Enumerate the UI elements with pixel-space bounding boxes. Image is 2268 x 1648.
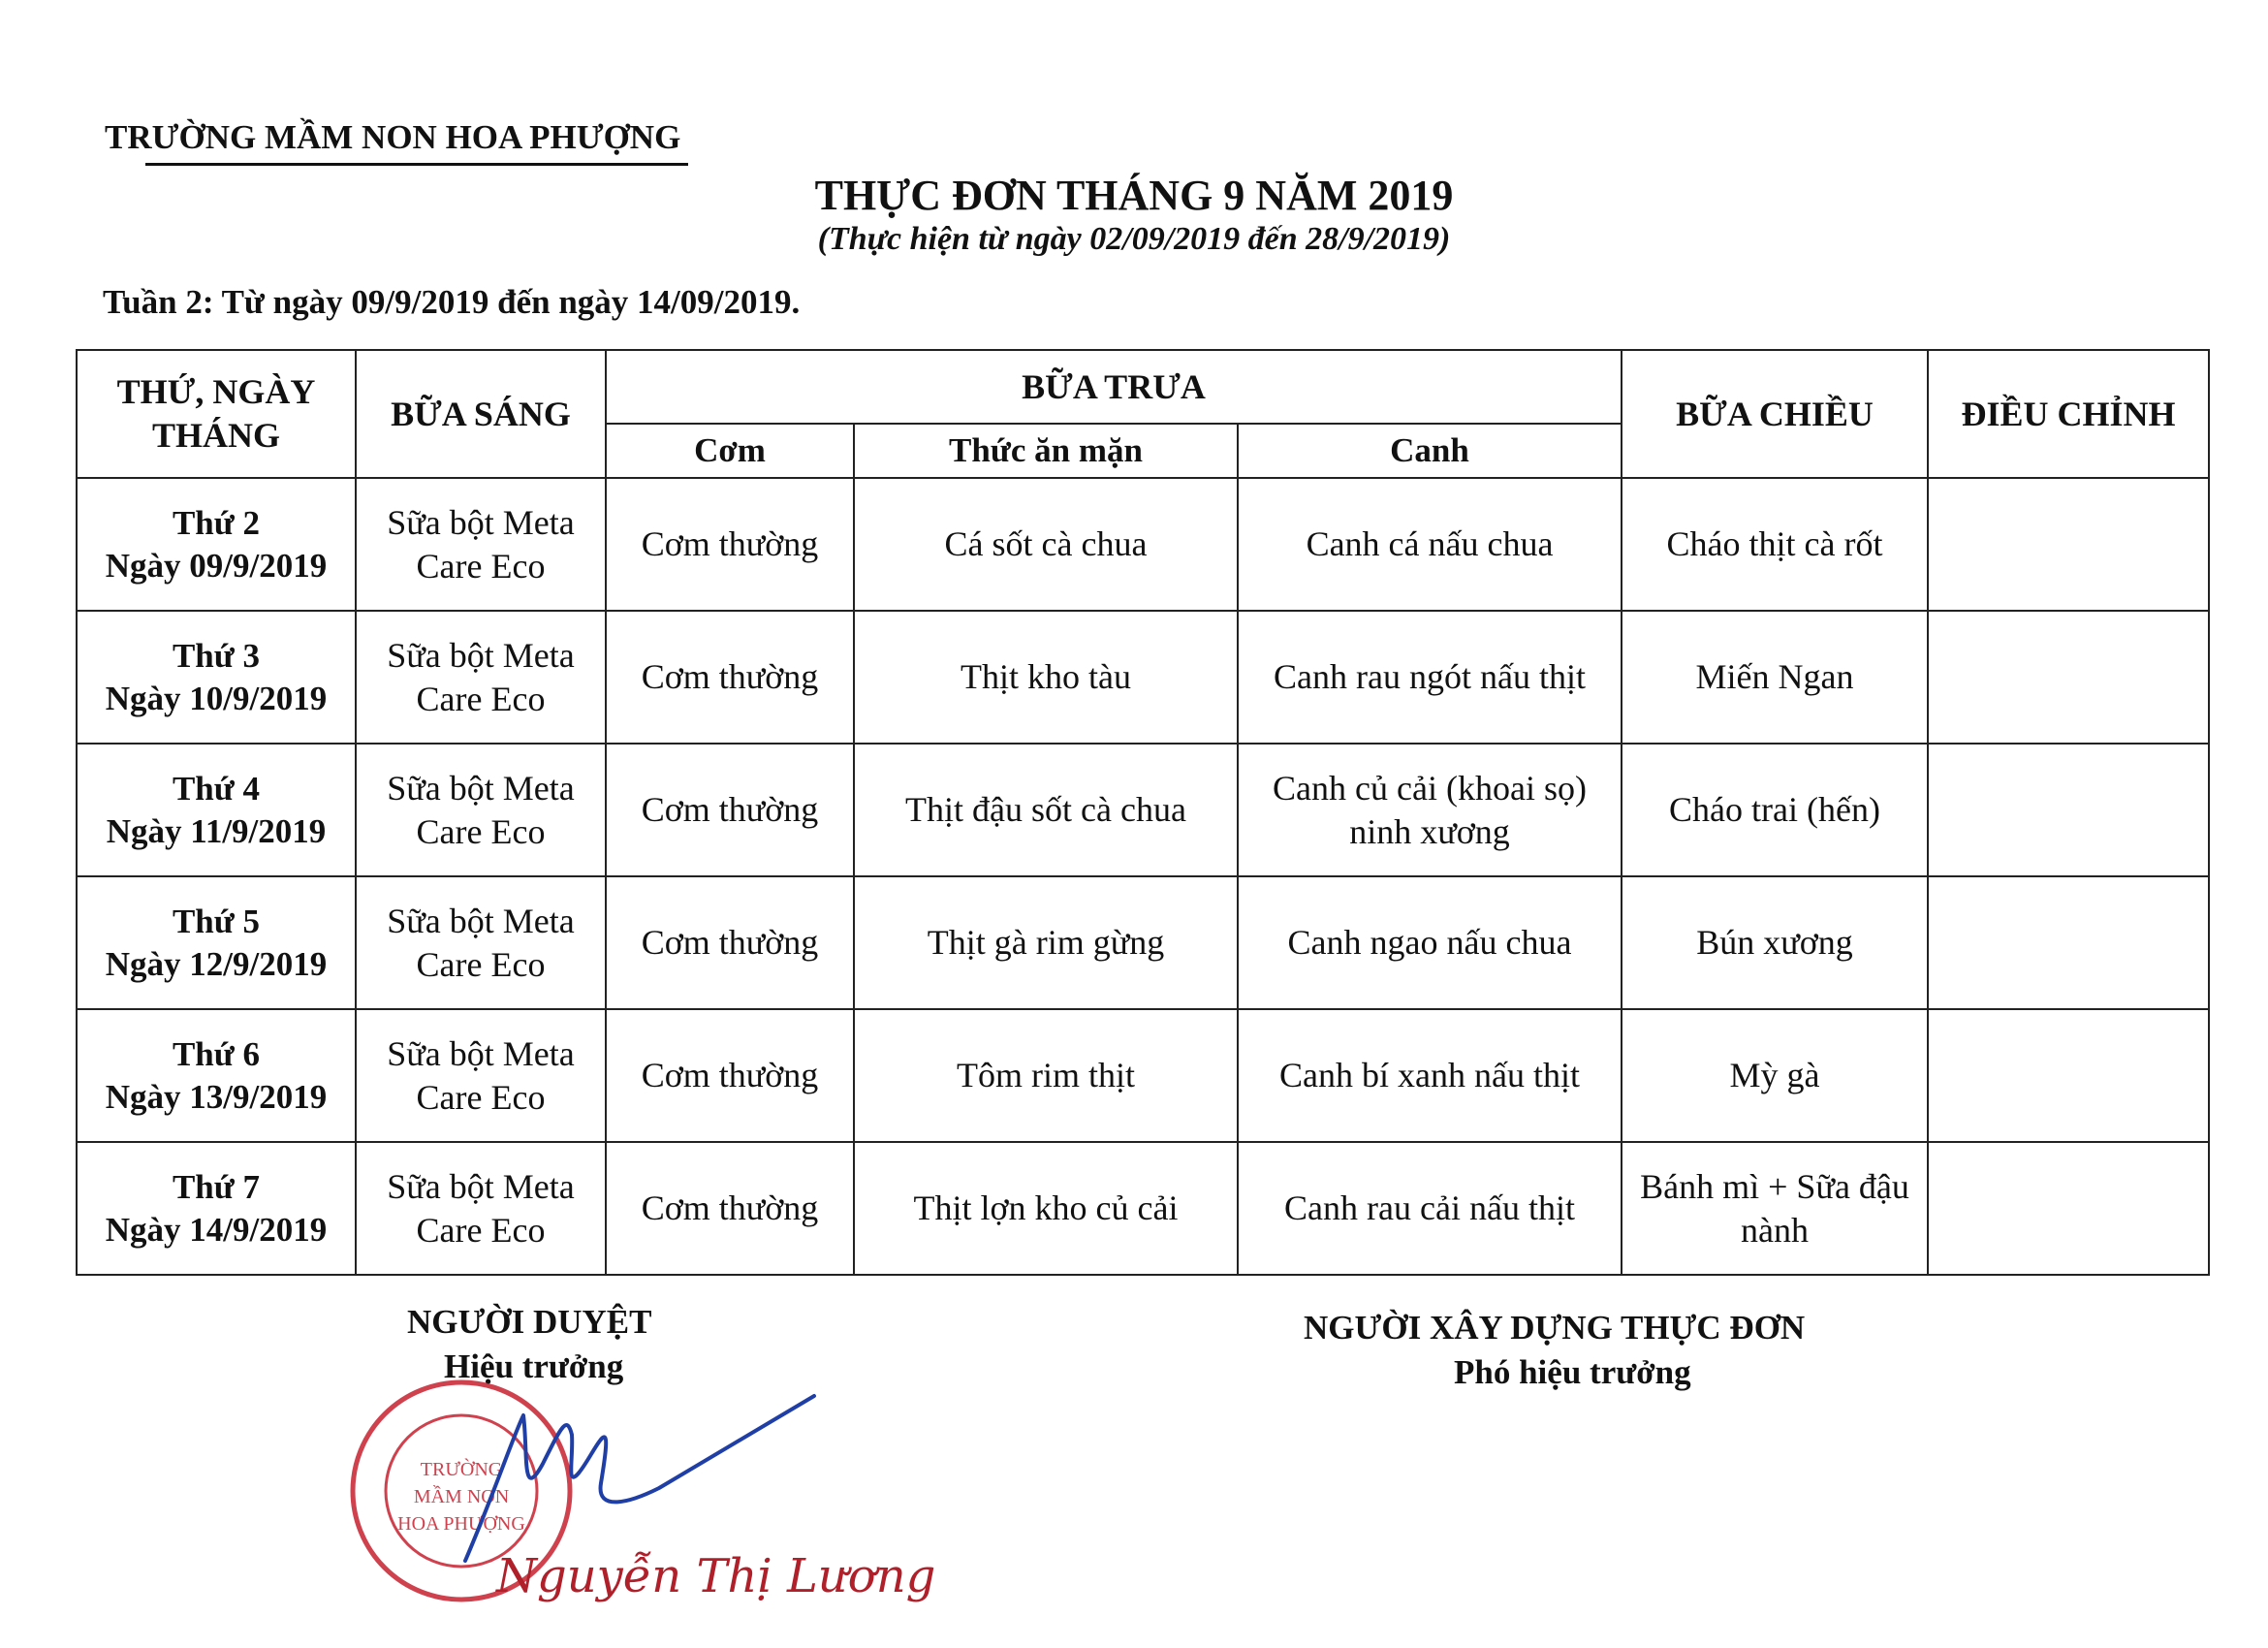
approver-name: Nguyễn Thị Lương (496, 1549, 936, 1603)
svg-text:TRƯỜNG: TRƯỜNG (420, 1459, 503, 1480)
weekday: Thứ 3 (172, 636, 261, 675)
soup-cell: Canh cá nấu chua (1238, 478, 1622, 611)
date: Ngày 13/9/2019 (105, 1077, 328, 1116)
school-name: TRƯỜNG MẦM NON HOA PHƯỢNG (105, 118, 681, 156)
weekday: Thứ 6 (172, 1034, 261, 1073)
school-name-underline (145, 163, 688, 166)
breakfast-cell: Sữa bột Meta Care Eco (356, 1142, 606, 1275)
afternoon-cell: Cháo trai (hến) (1622, 744, 1928, 876)
breakfast-cell: Sữa bột Meta Care Eco (356, 876, 606, 1009)
rice-cell: Cơm thường (606, 1142, 854, 1275)
header-main-dish: Thức ăn mặn (854, 424, 1238, 478)
afternoon-cell: Miến Ngan (1622, 611, 1928, 744)
approver-title: NGƯỜI DUYỆT (407, 1303, 652, 1341)
weekday: Thứ 4 (172, 769, 261, 808)
table-row (77, 1142, 2209, 1275)
table-row (77, 744, 2209, 876)
day-cell (77, 611, 356, 744)
adjust-cell (1928, 1142, 2209, 1275)
date: Ngày 14/9/2019 (105, 1210, 328, 1249)
afternoon-cell: Bánh mì + Sữa đậu nành (1622, 1142, 1928, 1275)
document-subtitle: (Thực hiện từ ngày 02/09/2019 đến 28/9/2019) (817, 221, 1451, 257)
afternoon-cell: Bún xương (1622, 876, 1928, 1009)
rice-cell: Cơm thường (606, 744, 854, 876)
adjust-cell (1928, 1009, 2209, 1142)
soup-cell: Canh củ cải (khoai sọ) ninh xương (1238, 744, 1622, 876)
table-row (77, 611, 2209, 744)
main-dish-cell: Cá sốt cà chua (854, 478, 1238, 611)
soup-cell: Canh rau ngót nấu thịt (1238, 611, 1622, 744)
date: Ngày 10/9/2019 (105, 679, 328, 717)
svg-text:HOA PHƯỢNG: HOA PHƯỢNG (397, 1513, 525, 1535)
main-dish-cell: Thịt lợn kho củ cải (854, 1142, 1238, 1275)
rice-cell: Cơm thường (606, 1009, 854, 1142)
date: Ngày 09/9/2019 (105, 546, 328, 585)
document-title: THỰC ĐƠN THÁNG 9 NĂM 2019 (814, 172, 1454, 219)
weekday: Thứ 7 (172, 1167, 261, 1206)
header-soup: Canh (1238, 424, 1622, 478)
author-title: NGƯỜI XÂY DỰNG THỰC ĐƠN (1304, 1309, 1806, 1347)
day-cell (77, 1142, 356, 1275)
adjust-cell (1928, 876, 2209, 1009)
menu-table (76, 349, 2210, 1276)
header-breakfast: BỮA SÁNG (356, 350, 606, 478)
breakfast-cell: Sữa bột Meta Care Eco (356, 611, 606, 744)
header-adjust: ĐIỀU CHỈNH (1928, 350, 2209, 478)
afternoon-cell: Cháo thịt cà rốt (1622, 478, 1928, 611)
breakfast-cell: Sữa bột Meta Care Eco (356, 744, 606, 876)
adjust-cell (1928, 744, 2209, 876)
svg-text:MẦM NON: MẦM NON (413, 1486, 510, 1507)
approver-role: Hiệu trưởng (444, 1347, 624, 1385)
weekday: Thứ 5 (172, 902, 261, 940)
table-row (77, 1009, 2209, 1142)
menu-body (77, 478, 2209, 1275)
soup-cell: Canh rau cải nấu thịt (1238, 1142, 1622, 1275)
header-afternoon: BỮA CHIỀU (1622, 350, 1928, 478)
main-dish-cell: Thịt kho tàu (854, 611, 1238, 744)
date: Ngày 11/9/2019 (106, 811, 327, 850)
header-lunch: BỮA TRƯA (606, 350, 1622, 424)
date: Ngày 12/9/2019 (105, 944, 328, 983)
day-cell (77, 876, 356, 1009)
adjust-cell (1928, 478, 2209, 611)
breakfast-cell: Sữa bột Meta Care Eco (356, 1009, 606, 1142)
afternoon-cell: Mỳ gà (1622, 1009, 1928, 1142)
table-row (77, 478, 2209, 611)
breakfast-cell: Sữa bột Meta Care Eco (356, 478, 606, 611)
author-role: Phó hiệu trưởng (1454, 1353, 1691, 1391)
rice-cell: Cơm thường (606, 478, 854, 611)
day-cell (77, 1009, 356, 1142)
day-cell (77, 744, 356, 876)
header-day: THỨ, NGÀY THÁNG (77, 350, 356, 478)
header-rice: Cơm (606, 424, 854, 478)
day-cell (77, 478, 356, 611)
weekday: Thứ 2 (172, 503, 261, 542)
main-dish-cell: Tôm rim thịt (854, 1009, 1238, 1142)
main-dish-cell: Thịt đậu sốt cà chua (854, 744, 1238, 876)
rice-cell: Cơm thường (606, 611, 854, 744)
adjust-cell (1928, 611, 2209, 744)
main-dish-cell: Thịt gà rim gừng (854, 876, 1238, 1009)
soup-cell: Canh ngao nấu chua (1238, 876, 1622, 1009)
table-row (77, 876, 2209, 1009)
soup-cell: Canh bí xanh nấu thịt (1238, 1009, 1622, 1142)
week-range: Tuần 2: Từ ngày 09/9/2019 đến ngày 14/09/2019. (103, 283, 801, 321)
rice-cell: Cơm thường (606, 876, 854, 1009)
